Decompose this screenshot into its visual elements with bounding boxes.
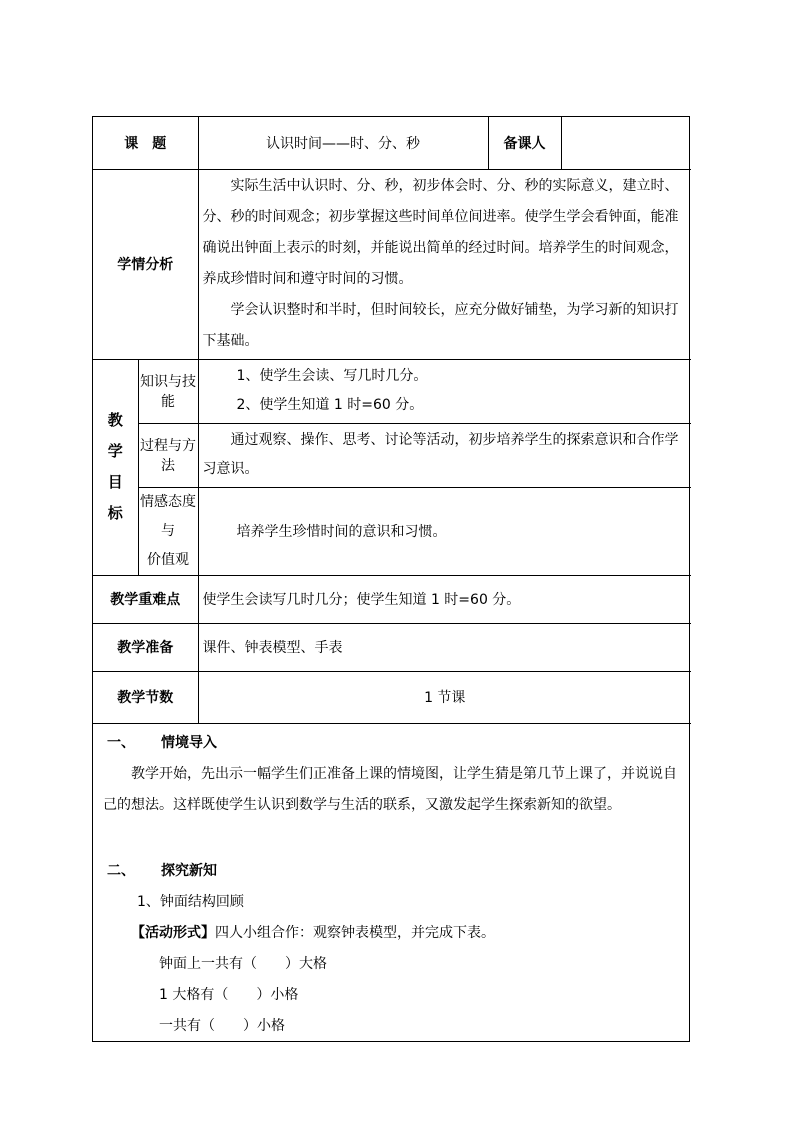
knowledge-item-2: 2、使学生知道 1 时=60 分。 [236, 397, 424, 413]
preparation-label: 教学准备 [93, 623, 198, 671]
question-1: 钟面上一共有（ ）大格 [159, 955, 327, 972]
process-content [198, 423, 691, 487]
analysis-label: 学情分析 [93, 169, 198, 359]
section-1-text: 教学开始，先出示一幅学生们正准备上课的情境图，让学生猜是第几节上课了，并说说自己的想法。这样既使学生认识到数学与生活的联系，又激发起学生探索新知的欲望。 [103, 765, 677, 813]
process-label: 过程与方法 [138, 423, 198, 487]
section-2-heading [103, 856, 681, 887]
section-2-subheading: 1、钟面结构回顾 [137, 893, 244, 910]
emotion-content: 培养学生珍惜时间的意识和习惯。 [198, 487, 691, 575]
lesson-plan-table [93, 117, 691, 724]
activity-label: 【活动形式】 [131, 924, 215, 941]
preparer-label: 备课人 [488, 117, 561, 169]
key-points-label: 教学重难点 [93, 575, 198, 623]
section-2-number: 二、 [107, 862, 135, 879]
analysis-paragraph-1: 实际生活中认识时、分、秒，初步体会时、分、秒的实际意义，建立时、分、秒的时间观念；初步掌握这些时间单位间进率。使学生学会看钟面，能准确说出钟面上表示的时刻，并能说出简单的经过时间。培养学生的时间观念，养成珍惜时间和遵守时间的习惯。 [202, 177, 679, 287]
question-2: 1 大格有（ ）小格 [159, 986, 299, 1003]
section-2-title: 探究新知 [161, 862, 217, 879]
section-1-heading [103, 728, 681, 759]
knowledge-content [198, 359, 691, 423]
periods-value: 1 节课 [198, 671, 691, 723]
lesson-plan-page [92, 116, 690, 1042]
periods-label: 教学节数 [93, 671, 198, 723]
preparer-value [561, 117, 691, 169]
preparation-value: 课件、钟表模型、手表 [198, 623, 691, 671]
topic-label: 课 题 [93, 117, 198, 169]
goals-label: 教 学 目 标 [93, 359, 138, 575]
analysis-content [198, 169, 691, 359]
question-3: 一共有（ ）小格 [159, 1017, 285, 1034]
emotion-label: 情感态度与 价值观 [138, 487, 198, 575]
knowledge-item-1: 1、使学生会读、写几时几分。 [236, 368, 428, 384]
activity-text: 四人小组合作：观察钟表模型，并完成下表。 [215, 924, 495, 941]
section-1-title: 情境导入 [161, 734, 217, 751]
key-points-value: 使学生会读写几时几分；使学生知道 1 时=60 分。 [198, 575, 691, 623]
process-text: 通过观察、操作、思考、讨论等活动，初步培养学生的探索意识和合作学习意识。 [202, 432, 679, 477]
section-1-number: 一、 [107, 734, 135, 751]
topic-value: 认识时间——时、分、秒 [198, 117, 488, 169]
knowledge-label: 知识与技能 [138, 359, 198, 423]
section-2-activity [103, 918, 681, 949]
lesson-body [93, 728, 689, 1042]
analysis-paragraph-2: 学会认识整时和半时，但时间较长，应充分做好铺垫，为学习新的知识打下基础。 [202, 301, 679, 349]
